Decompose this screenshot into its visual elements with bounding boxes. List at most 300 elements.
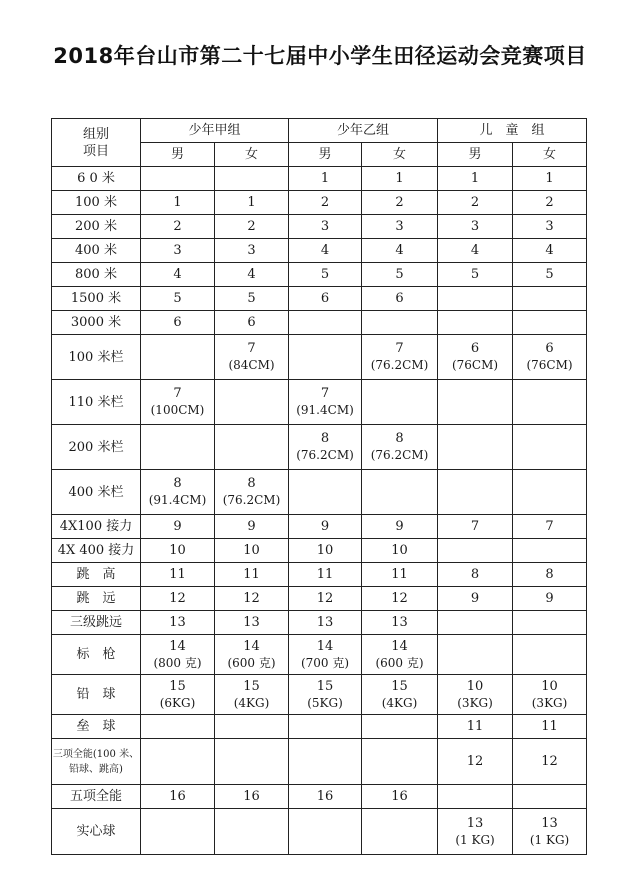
order-cell bbox=[438, 809, 513, 855]
event-label: 垒 球 bbox=[76, 719, 116, 734]
order-cell bbox=[141, 425, 215, 470]
spec-note: (5KG) bbox=[307, 695, 343, 710]
spec-note: (91.4CM) bbox=[148, 493, 207, 507]
order-cell bbox=[215, 167, 289, 191]
order-cell bbox=[215, 809, 289, 855]
table-row bbox=[52, 611, 587, 635]
order-number: 14 bbox=[391, 638, 408, 654]
table-row bbox=[52, 191, 587, 215]
order-cell bbox=[362, 239, 438, 263]
order-cell bbox=[141, 470, 215, 515]
order-cell bbox=[289, 239, 362, 263]
spec-note: (3KG) bbox=[531, 695, 568, 710]
spec-note: (600 克) bbox=[375, 655, 424, 670]
order-number: 7 bbox=[247, 341, 256, 356]
order-cell bbox=[289, 425, 362, 470]
order-number: 15 bbox=[243, 678, 260, 694]
order-cell bbox=[513, 191, 587, 215]
table-row bbox=[52, 539, 587, 563]
order-cell bbox=[289, 167, 362, 191]
spec-note: (700 克) bbox=[300, 655, 350, 670]
group-header-junior-b: 少年乙组 bbox=[289, 119, 438, 143]
order-cell bbox=[513, 785, 587, 809]
order-number: 10 bbox=[169, 543, 186, 558]
event-cell bbox=[52, 263, 141, 287]
order-cell bbox=[438, 380, 513, 425]
order-number: 2 bbox=[395, 195, 404, 210]
order-cell bbox=[215, 563, 289, 587]
event-label: 200 米 bbox=[75, 219, 117, 234]
order-cell bbox=[438, 311, 513, 335]
order-cell bbox=[513, 539, 587, 563]
order-number: 16 bbox=[169, 789, 186, 804]
order-number: 14 bbox=[316, 638, 334, 654]
order-cell bbox=[141, 635, 215, 675]
order-cell bbox=[438, 739, 513, 785]
order-cell bbox=[362, 380, 438, 425]
order-cell bbox=[289, 715, 362, 739]
spec-note: (800 克) bbox=[153, 655, 202, 670]
order-number: 2 bbox=[470, 195, 480, 210]
event-cell bbox=[52, 239, 141, 263]
order-number: 12 bbox=[541, 754, 558, 769]
gender-header: 女 bbox=[513, 143, 587, 167]
order-cell bbox=[513, 215, 587, 239]
order-cell bbox=[362, 191, 438, 215]
order-cell bbox=[362, 739, 438, 785]
event-cell bbox=[52, 167, 141, 191]
order-number: 6 bbox=[320, 291, 330, 306]
order-number: 16 bbox=[316, 789, 334, 804]
order-number: 5 bbox=[320, 267, 330, 282]
order-number: 6 bbox=[545, 341, 554, 356]
event-cell bbox=[52, 215, 141, 239]
order-cell bbox=[362, 675, 438, 715]
event-cell bbox=[52, 287, 141, 311]
order-number: 4 bbox=[545, 243, 554, 258]
order-number: 12 bbox=[243, 591, 260, 606]
spec-note: (91.4CM) bbox=[296, 403, 354, 417]
order-cell bbox=[215, 785, 289, 809]
table-row bbox=[52, 425, 587, 470]
order-cell bbox=[289, 191, 362, 215]
order-cell bbox=[141, 587, 215, 611]
order-number: 16 bbox=[391, 789, 408, 804]
order-cell bbox=[362, 785, 438, 809]
table-row bbox=[52, 587, 587, 611]
order-cell bbox=[289, 470, 362, 515]
order-cell bbox=[362, 587, 438, 611]
order-number: 12 bbox=[391, 591, 408, 606]
spec-note: (600 克) bbox=[227, 655, 276, 670]
order-number: 11 bbox=[391, 567, 408, 582]
order-cell bbox=[141, 715, 215, 739]
events-table bbox=[51, 118, 587, 855]
order-cell bbox=[289, 311, 362, 335]
order-number: 1 bbox=[247, 195, 256, 210]
order-cell bbox=[438, 635, 513, 675]
order-number: 10 bbox=[391, 543, 408, 558]
order-number: 11 bbox=[541, 719, 558, 734]
event-cell bbox=[52, 311, 141, 335]
event-label: 五项全能 bbox=[69, 789, 122, 804]
event-cell bbox=[52, 425, 141, 470]
order-cell bbox=[141, 809, 215, 855]
event-label: 三项全能(100 米、铅球、跳高) bbox=[52, 748, 140, 775]
order-cell bbox=[438, 515, 513, 539]
order-cell bbox=[289, 287, 362, 311]
order-cell bbox=[289, 563, 362, 587]
order-number: 7 bbox=[395, 341, 404, 356]
order-cell bbox=[215, 470, 289, 515]
event-label: 100 米栏 bbox=[68, 349, 124, 365]
spec-note: (4KG) bbox=[381, 695, 418, 710]
event-label: 标 枪 bbox=[76, 647, 116, 662]
order-cell bbox=[513, 287, 587, 311]
order-number: 10 bbox=[243, 543, 260, 558]
table-row bbox=[52, 515, 587, 539]
order-cell bbox=[215, 263, 289, 287]
event-cell bbox=[52, 809, 141, 855]
order-cell bbox=[141, 739, 215, 785]
event-cell bbox=[52, 563, 141, 587]
order-number: 1 bbox=[545, 171, 554, 186]
order-cell bbox=[215, 311, 289, 335]
order-number: 7 bbox=[545, 519, 554, 534]
order-number: 3 bbox=[247, 243, 256, 258]
order-cell bbox=[215, 191, 289, 215]
event-label: 三级跳远 bbox=[69, 615, 122, 630]
order-cell bbox=[215, 587, 289, 611]
corner-header-cell bbox=[52, 119, 141, 167]
order-number: 13 bbox=[243, 615, 260, 630]
spec-note: (6KG) bbox=[159, 695, 196, 710]
order-cell bbox=[513, 167, 587, 191]
corner-bottom-label: 项目 bbox=[82, 143, 109, 159]
order-number: 9 bbox=[320, 519, 330, 534]
order-number: 8 bbox=[320, 431, 330, 446]
order-number: 13 bbox=[316, 615, 334, 630]
order-number: 3 bbox=[320, 219, 330, 234]
order-cell bbox=[289, 739, 362, 785]
order-cell bbox=[141, 287, 215, 311]
order-cell bbox=[513, 239, 587, 263]
order-cell bbox=[513, 675, 587, 715]
event-label: 实心球 bbox=[76, 824, 116, 839]
order-cell bbox=[362, 425, 438, 470]
order-cell bbox=[513, 335, 587, 380]
table-row bbox=[52, 287, 587, 311]
event-label: 4X 400 接力 bbox=[57, 543, 135, 558]
spec-note: (76CM) bbox=[451, 358, 499, 372]
order-cell bbox=[289, 539, 362, 563]
group-header-junior-a: 少年甲组 bbox=[141, 119, 289, 143]
order-cell bbox=[438, 715, 513, 739]
order-number: 11 bbox=[466, 719, 484, 734]
order-number: 5 bbox=[173, 291, 182, 306]
order-cell bbox=[215, 380, 289, 425]
order-number: 8 bbox=[173, 476, 182, 491]
order-cell bbox=[513, 470, 587, 515]
order-number: 11 bbox=[316, 567, 334, 582]
order-number: 8 bbox=[395, 431, 404, 446]
order-cell bbox=[362, 635, 438, 675]
order-cell bbox=[438, 191, 513, 215]
spec-note: (76.2CM) bbox=[296, 448, 354, 462]
event-cell bbox=[52, 539, 141, 563]
order-cell bbox=[289, 215, 362, 239]
order-number: 10 bbox=[466, 678, 484, 694]
event-label: 400 米栏 bbox=[68, 484, 124, 500]
order-cell bbox=[362, 263, 438, 287]
event-label: 1500 米 bbox=[70, 291, 122, 306]
order-cell bbox=[215, 611, 289, 635]
order-number: 3 bbox=[470, 219, 480, 234]
order-number: 1 bbox=[395, 171, 404, 186]
order-cell bbox=[362, 515, 438, 539]
order-number: 8 bbox=[545, 567, 554, 582]
order-cell bbox=[513, 809, 587, 855]
event-label: 400 米 bbox=[75, 243, 117, 258]
event-label: 110 米栏 bbox=[68, 394, 124, 410]
table-row bbox=[52, 311, 587, 335]
order-number: 5 bbox=[395, 267, 404, 282]
event-cell bbox=[52, 785, 141, 809]
order-number: 15 bbox=[391, 678, 408, 694]
order-number: 3 bbox=[173, 243, 182, 258]
table-row bbox=[52, 380, 587, 425]
spec-note: (3KG) bbox=[457, 695, 493, 710]
order-number: 6 bbox=[247, 315, 256, 330]
order-cell bbox=[215, 287, 289, 311]
order-cell bbox=[289, 785, 362, 809]
event-cell bbox=[52, 675, 141, 715]
group-header-children: 儿 童 组 bbox=[438, 119, 587, 143]
event-label: 800 米 bbox=[75, 267, 117, 282]
order-cell bbox=[362, 715, 438, 739]
header-row-groups bbox=[52, 119, 587, 143]
order-number: 9 bbox=[545, 591, 554, 606]
order-number: 8 bbox=[470, 567, 480, 582]
order-cell bbox=[362, 335, 438, 380]
order-number: 4 bbox=[470, 243, 480, 258]
event-label: 跳 高 bbox=[76, 567, 116, 582]
order-cell bbox=[215, 215, 289, 239]
order-cell bbox=[513, 515, 587, 539]
order-cell bbox=[362, 311, 438, 335]
order-number: 4 bbox=[395, 243, 404, 258]
table-row bbox=[52, 739, 587, 785]
order-cell bbox=[141, 167, 215, 191]
order-cell bbox=[438, 539, 513, 563]
gender-header: 男 bbox=[141, 143, 215, 167]
order-cell bbox=[141, 311, 215, 335]
event-cell bbox=[52, 515, 141, 539]
order-number: 7 bbox=[320, 386, 330, 401]
order-number: 6 bbox=[395, 291, 404, 306]
order-cell bbox=[141, 611, 215, 635]
order-number: 6 bbox=[470, 341, 480, 356]
order-cell bbox=[362, 611, 438, 635]
event-cell bbox=[52, 470, 141, 515]
order-number: 4 bbox=[247, 267, 256, 282]
event-cell bbox=[52, 335, 141, 380]
order-cell bbox=[513, 311, 587, 335]
event-cell bbox=[52, 191, 141, 215]
order-number: 9 bbox=[395, 519, 404, 534]
gender-header: 男 bbox=[289, 143, 362, 167]
order-cell bbox=[141, 785, 215, 809]
corner-top-label: 组别 bbox=[82, 126, 109, 142]
event-cell bbox=[52, 587, 141, 611]
order-number: 7 bbox=[173, 386, 182, 401]
spec-note: (76.2CM) bbox=[370, 358, 429, 372]
order-cell bbox=[438, 335, 513, 380]
order-cell bbox=[513, 263, 587, 287]
order-number: 4 bbox=[173, 267, 182, 282]
order-number: 2 bbox=[320, 195, 330, 210]
table-row bbox=[52, 715, 587, 739]
order-cell bbox=[141, 539, 215, 563]
order-number: 14 bbox=[169, 638, 186, 654]
order-cell bbox=[362, 470, 438, 515]
order-cell bbox=[438, 470, 513, 515]
order-number: 14 bbox=[243, 638, 260, 654]
order-number: 16 bbox=[243, 789, 260, 804]
order-cell bbox=[141, 675, 215, 715]
order-cell bbox=[438, 563, 513, 587]
spec-note: (100CM) bbox=[150, 403, 205, 417]
order-cell bbox=[513, 739, 587, 785]
order-cell bbox=[289, 335, 362, 380]
table-row bbox=[52, 335, 587, 380]
table-row bbox=[52, 215, 587, 239]
order-cell bbox=[362, 539, 438, 563]
event-cell bbox=[52, 380, 141, 425]
table-row bbox=[52, 675, 587, 715]
order-cell bbox=[289, 380, 362, 425]
order-cell bbox=[215, 675, 289, 715]
table-row bbox=[52, 563, 587, 587]
event-cell bbox=[52, 715, 141, 739]
spec-note: (4KG) bbox=[233, 695, 270, 710]
order-number: 7 bbox=[470, 519, 480, 534]
order-number: 13 bbox=[391, 615, 408, 630]
order-cell bbox=[289, 809, 362, 855]
order-cell bbox=[215, 239, 289, 263]
event-cell bbox=[52, 635, 141, 675]
order-cell bbox=[438, 785, 513, 809]
gender-header: 女 bbox=[362, 143, 438, 167]
order-number: 1 bbox=[470, 171, 480, 186]
order-cell bbox=[438, 263, 513, 287]
spec-note: (76.2CM) bbox=[222, 493, 281, 507]
order-cell bbox=[513, 715, 587, 739]
order-cell bbox=[513, 380, 587, 425]
event-label: 铅 球 bbox=[76, 687, 116, 702]
order-number: 4 bbox=[320, 243, 330, 258]
order-cell bbox=[438, 239, 513, 263]
order-number: 13 bbox=[541, 815, 558, 831]
gender-header: 女 bbox=[215, 143, 289, 167]
order-number: 15 bbox=[169, 678, 186, 694]
order-cell bbox=[362, 563, 438, 587]
order-number: 11 bbox=[243, 567, 260, 582]
order-cell bbox=[215, 539, 289, 563]
order-number: 3 bbox=[395, 219, 404, 234]
spec-note: (76CM) bbox=[526, 358, 573, 372]
spec-note: (1 KG) bbox=[529, 832, 570, 847]
order-cell bbox=[215, 715, 289, 739]
order-number: 2 bbox=[545, 195, 554, 210]
table-row bbox=[52, 809, 587, 855]
order-number: 15 bbox=[316, 678, 334, 694]
event-label: 200 米栏 bbox=[68, 439, 124, 455]
event-label: 100 米 bbox=[75, 195, 117, 210]
order-cell bbox=[438, 425, 513, 470]
order-cell bbox=[362, 809, 438, 855]
order-number: 5 bbox=[470, 267, 480, 282]
table-row bbox=[52, 239, 587, 263]
spec-note: (84CM) bbox=[228, 358, 275, 372]
table-row bbox=[52, 167, 587, 191]
order-cell bbox=[513, 563, 587, 587]
order-number: 9 bbox=[470, 591, 480, 606]
gender-header: 男 bbox=[438, 143, 513, 167]
spec-note: (76.2CM) bbox=[370, 448, 429, 462]
order-cell bbox=[215, 739, 289, 785]
order-cell bbox=[513, 425, 587, 470]
order-number: 3 bbox=[545, 219, 554, 234]
event-label: 3000 米 bbox=[70, 315, 122, 330]
order-cell bbox=[289, 611, 362, 635]
table-row bbox=[52, 470, 587, 515]
order-number: 5 bbox=[247, 291, 256, 306]
order-cell bbox=[215, 335, 289, 380]
order-number: 12 bbox=[466, 754, 484, 769]
order-number: 11 bbox=[169, 567, 186, 582]
page-title: 2018年台山市第二十七届中小学生田径运动会竞赛项目 bbox=[53, 44, 587, 68]
spec-note: (1 KG) bbox=[455, 832, 495, 847]
order-cell bbox=[362, 215, 438, 239]
order-cell bbox=[438, 675, 513, 715]
order-number: 1 bbox=[320, 171, 330, 186]
order-cell bbox=[438, 287, 513, 311]
order-cell bbox=[141, 335, 215, 380]
order-cell bbox=[362, 287, 438, 311]
order-cell bbox=[289, 675, 362, 715]
order-number: 1 bbox=[173, 195, 182, 210]
order-number: 9 bbox=[173, 519, 182, 534]
table-row bbox=[52, 263, 587, 287]
event-label: 6 0 米 bbox=[77, 171, 115, 186]
order-cell bbox=[141, 380, 215, 425]
event-label: 4X100 接力 bbox=[59, 519, 133, 534]
order-number: 8 bbox=[247, 476, 256, 491]
order-cell bbox=[513, 611, 587, 635]
order-cell bbox=[141, 215, 215, 239]
table-row bbox=[52, 785, 587, 809]
order-cell bbox=[141, 563, 215, 587]
order-cell bbox=[215, 635, 289, 675]
order-number: 13 bbox=[169, 615, 186, 630]
order-cell bbox=[438, 167, 513, 191]
order-cell bbox=[438, 587, 513, 611]
order-cell bbox=[141, 239, 215, 263]
order-cell bbox=[289, 263, 362, 287]
order-cell bbox=[438, 611, 513, 635]
event-cell bbox=[52, 739, 141, 785]
